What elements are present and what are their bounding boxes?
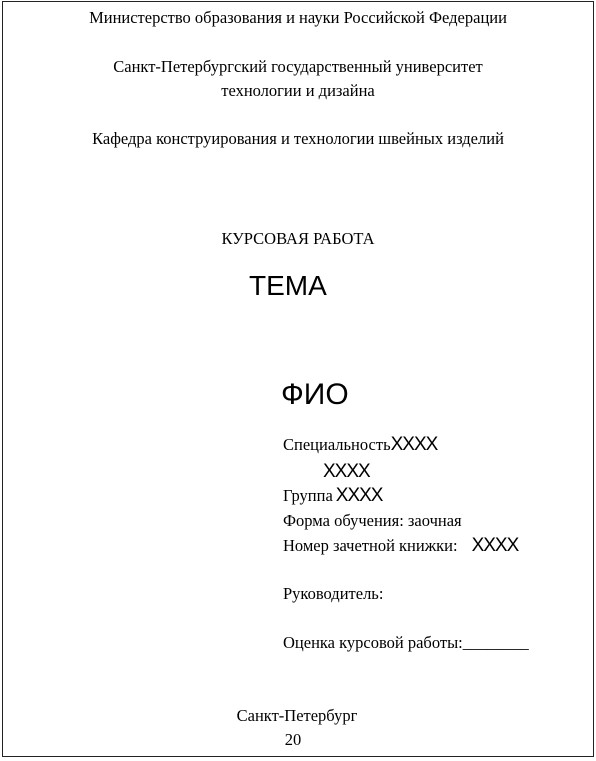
department-line: Кафедра конструирования и технологии швейных изделий <box>92 129 504 148</box>
topic-title: ТЕМА <box>249 270 327 301</box>
grade-blank: ________ <box>462 633 529 652</box>
record-book-label: Номер зачетной книжки: <box>283 536 458 555</box>
record-book-row <box>283 535 518 557</box>
group-row <box>283 485 382 507</box>
student-name: ФИО <box>281 378 349 411</box>
ministry-line: Министерство образования и науки Российской Федерации <box>89 8 507 27</box>
supervisor-label: Руководитель: <box>283 584 384 603</box>
study-form: Форма обучения: заочная <box>283 511 462 530</box>
specialty-label: Специальность <box>283 435 391 454</box>
grade-row <box>283 633 529 653</box>
group-value: ХХХХ <box>335 485 383 506</box>
group-label: Группа <box>283 486 333 505</box>
footer-city: Санкт-Петербург <box>236 706 358 725</box>
work-type: КУРСОВАЯ РАБОТА <box>221 229 375 248</box>
specialty-value: ХХХХ <box>390 434 438 455</box>
specialty-value-continued: ХХХХ <box>323 461 370 482</box>
university-line-1: Санкт-Петербургский государственный университет <box>113 57 483 76</box>
record-book-value: ХХХХ <box>471 535 519 556</box>
footer-year: 20 <box>284 730 302 749</box>
specialty-row <box>283 434 437 456</box>
grade-label: Оценка курсовой работы: <box>283 633 463 652</box>
university-line-2: технологии и дизайна <box>221 81 375 100</box>
title-page <box>2 1 594 757</box>
